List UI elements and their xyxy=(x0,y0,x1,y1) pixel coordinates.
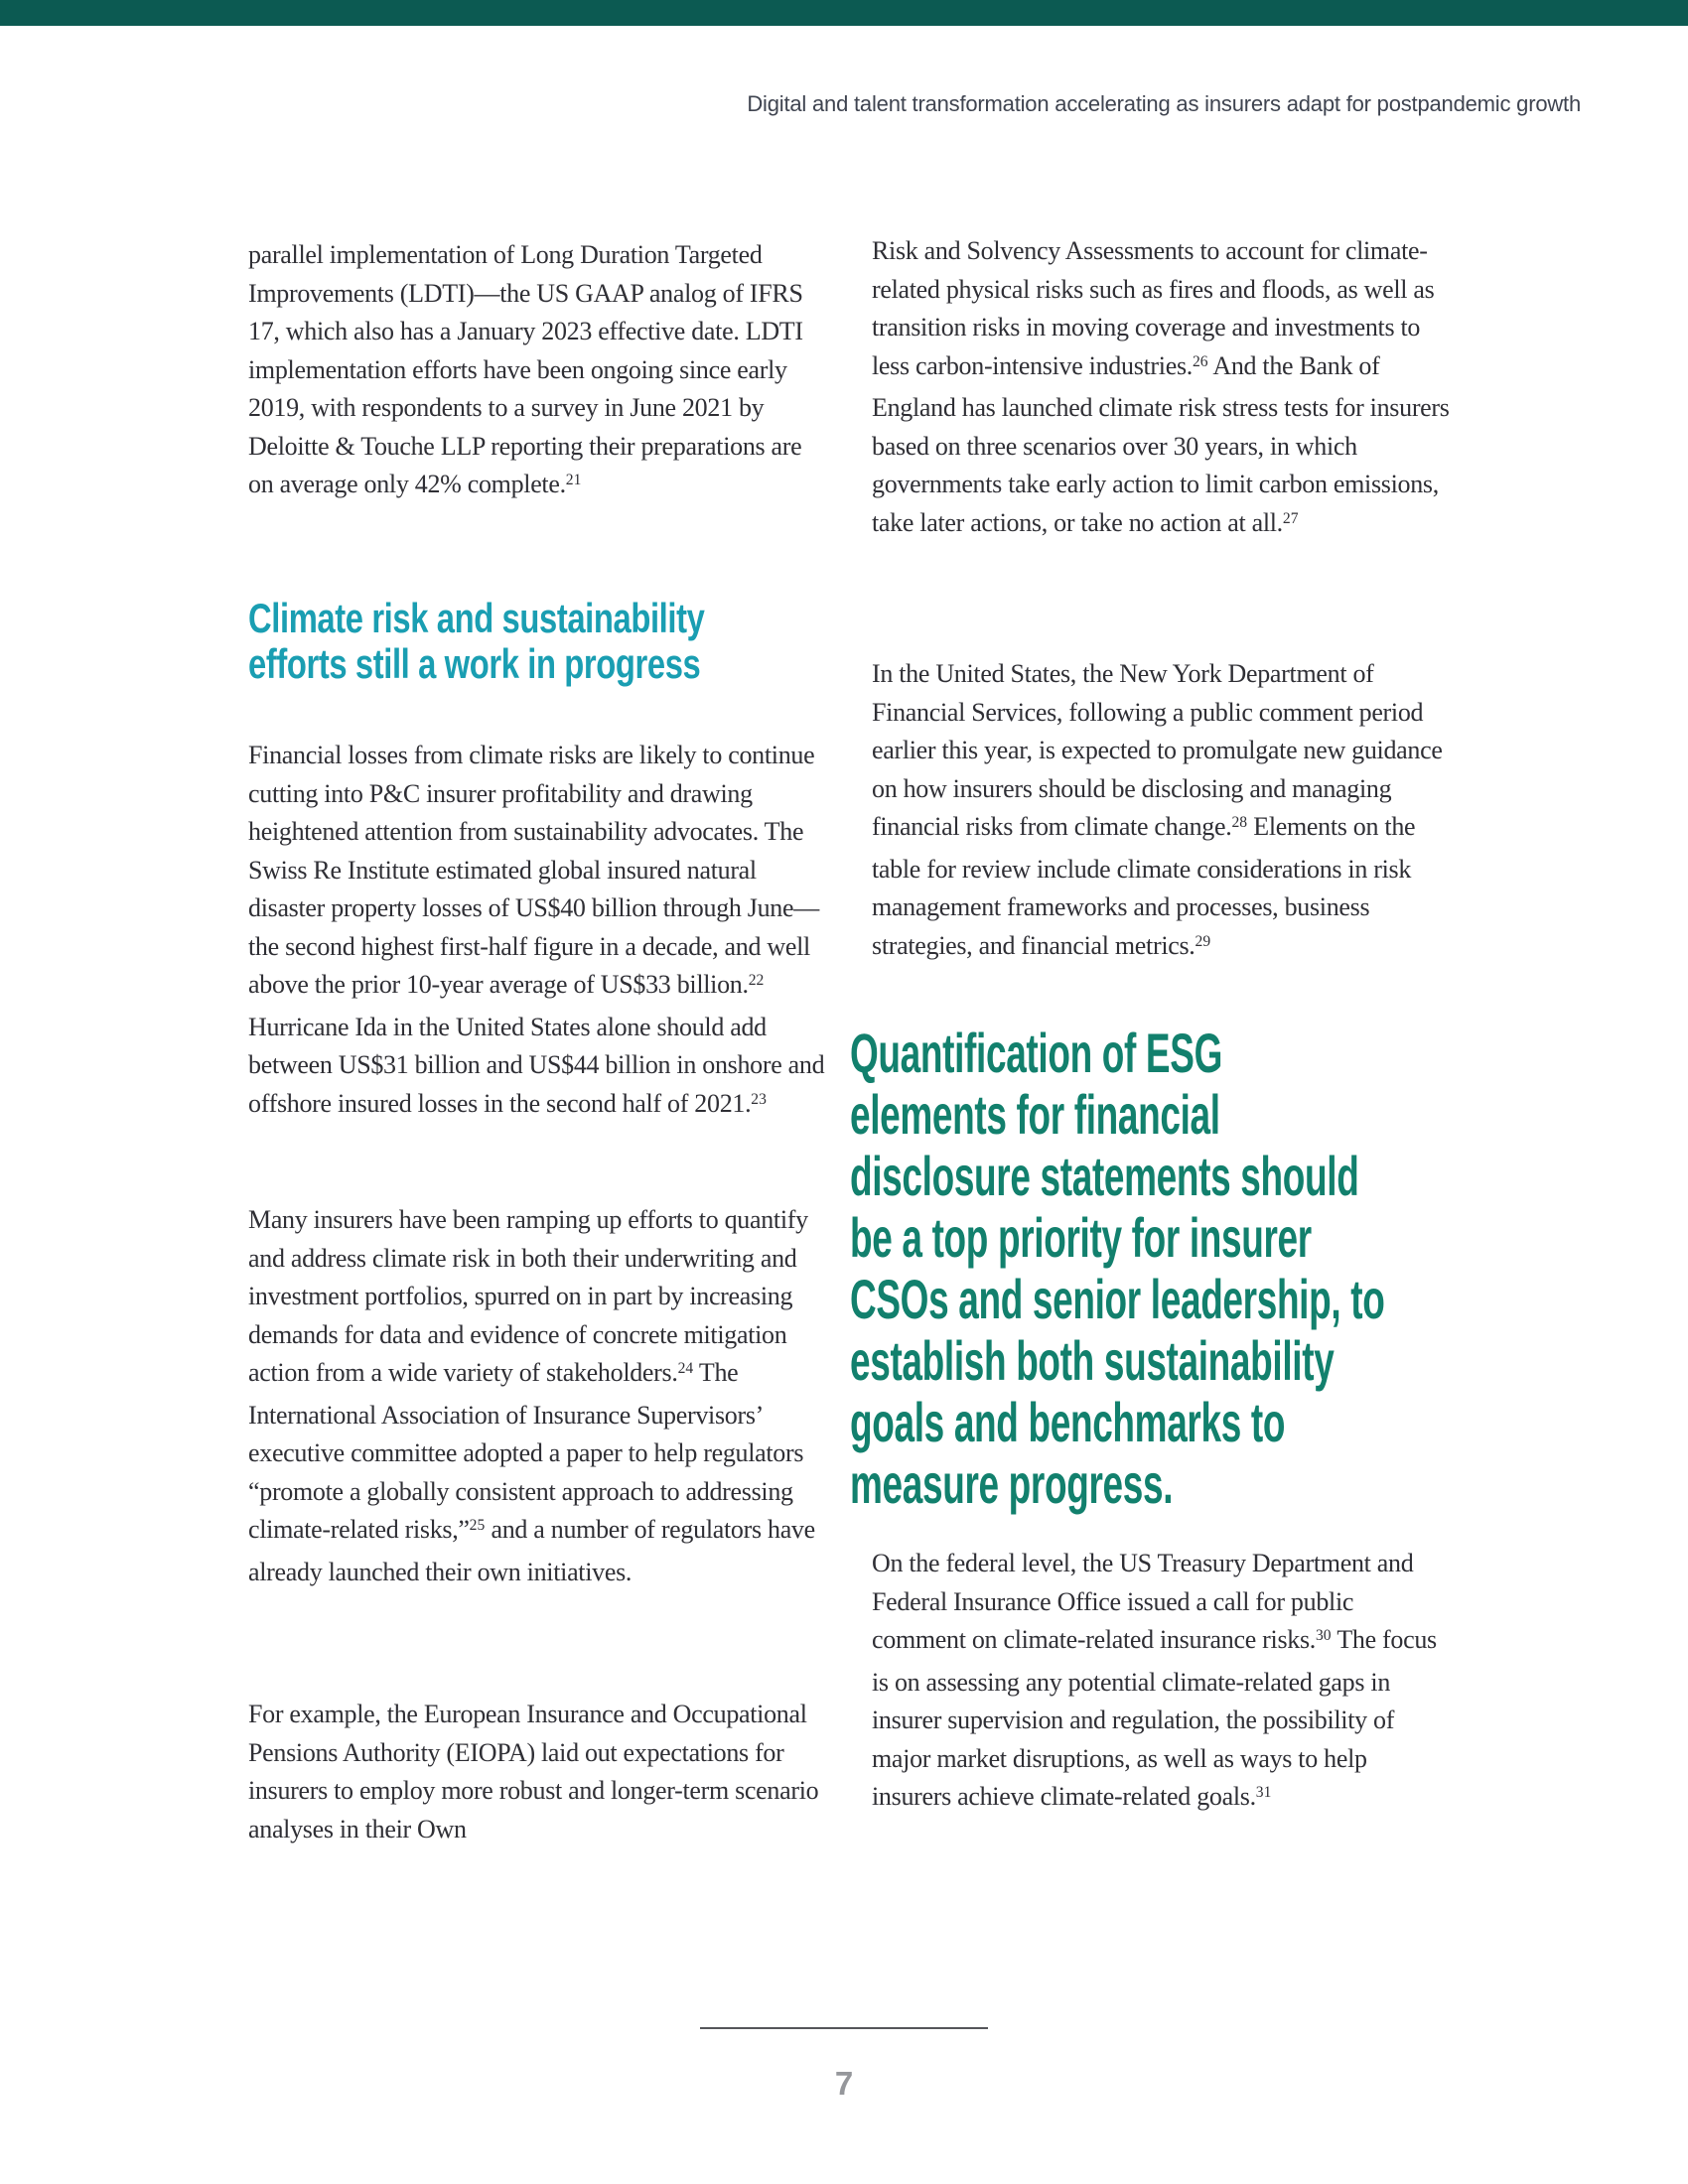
paragraph-eiopa: For example, the European Insurance and Occupational Pensions Authority (EIOPA) laid out expectations for insurers to employ more robust and longer-term scenario analyses in their Own xyxy=(248,1700,819,1843)
footnote-ref: 31 xyxy=(1255,1784,1272,1802)
footnote-ref: 26 xyxy=(1192,352,1208,370)
display-line: measure progress. xyxy=(850,1452,1174,1515)
display-line: goals and benchmarks to xyxy=(850,1391,1286,1453)
footnote-ref: 25 xyxy=(469,1517,486,1535)
footnote-ref: 24 xyxy=(677,1360,694,1378)
footnote-ref: 22 xyxy=(748,972,765,990)
display-line: efforts still a work in progress xyxy=(248,640,701,687)
footnote-ref: 27 xyxy=(1282,509,1299,527)
paragraph-many-insurers: Many insurers have been ramping up efforts to quantify and address climate risk in both their underwriting and investment portfolios, spurred on in part by increasing demands for data and evidence of concrete mitigation action from a wide variety of stakeholders.$^{24}$ The International Association of Insurance Supervisors’ executive committee adopted a paper to help regulators “promote a globally consistent approach to addressing climate-related risks,”$^{25}$ and a number of regulators have already launched their own initiatives. xyxy=(248,1205,815,1586)
section-heading-climate-risk xyxy=(248,596,704,687)
running-header: Digital and talent transformation accelerating as insurers adapt for postpandemic growth xyxy=(747,91,1581,116)
paragraph-financial-losses: Financial losses from climate risks are likely to continue cutting into P&C insurer profitability and drawing heightened attention from sustainability advocates. The Swiss Re Institute estimated global insured natural disaster property losses of US$40 billion through June—the second highest first-half figure in a decade, and well above the prior 10-year average of US$33 billion.$^{22}$ Hurricane Ida in the United States alone should add between US$31 billion and US$44 billion in onshore and offshore insured losses in the second half of 2021.23 xyxy=(248,741,825,1118)
footnote-ref: 28 xyxy=(1231,814,1248,832)
paragraph-ldti: parallel implementation of Long Duration Targeted Improvements (LDTI)—the US GAAP analog of IFRS 17, which also has a January 2023 effective date. LDTI implementation efforts have been ongoing since early 2019, with respondents to a survey in June 2021 by Deloitte & Touche LLP reporting their preparations are on average only 42% complete.$^{21}$ xyxy=(248,240,803,498)
footnote-ref: 29 xyxy=(1195,932,1211,950)
paragraph-nydfs: In the United States, the New York Department of Financial Services, following a public comment period earlier this year, is expected to promulgate new guidance on how insurers should be disclosing and managing financial risks from climate change.$^{28}$ Elements on the table for review include climate considerations in risk management frameworks and processes, business strategies, and financial metrics.$^{29}$ xyxy=(872,659,1443,960)
display-line: CSOs and senior leadership, to xyxy=(850,1268,1385,1330)
display-line: Quantification of ESG xyxy=(850,1022,1223,1084)
display-line: disclosure statements should xyxy=(850,1145,1359,1207)
footnote-ref: 23 xyxy=(751,1090,767,1108)
footnote-ref: 30 xyxy=(1316,1627,1332,1645)
display-line: Climate risk and sustainability xyxy=(248,595,705,641)
paragraph-risk-solvency: Risk and Solvency Assessments to account for climate-related physical risks such as fires and floods, as well as transition risks in moving coverage and investments to less carbon-intensive industries.$^{26}$ And the Bank of England has launched climate risk stress tests for insurers based on three scenarios over 30 years, in which governments take early action to limit carbon emissions, take later actions, or take no action at all.$^{27}$ xyxy=(872,236,1450,537)
footnote-ref: 21 xyxy=(565,472,582,489)
paragraph-treasury: On the federal level, the US Treasury Department and Federal Insurance Office issued a call for public comment on climate-related insurance risks.$^{30}$ The focus is on assessing any potential climate-related gaps in insurer supervision and regulation, the possibility of major market disruptions, as well as ways to help insurers achieve climate-related goals.$^{31}$ xyxy=(872,1549,1437,1811)
display-line: establish both sustainability xyxy=(850,1329,1335,1392)
pull-quote-esg xyxy=(850,1023,1384,1515)
top-accent-bar xyxy=(0,0,1688,26)
footer-divider xyxy=(700,2027,988,2029)
page-number: 7 xyxy=(834,2065,854,2102)
display-line: be a top priority for insurer xyxy=(850,1206,1312,1269)
display-line: elements for financial xyxy=(850,1083,1220,1146)
